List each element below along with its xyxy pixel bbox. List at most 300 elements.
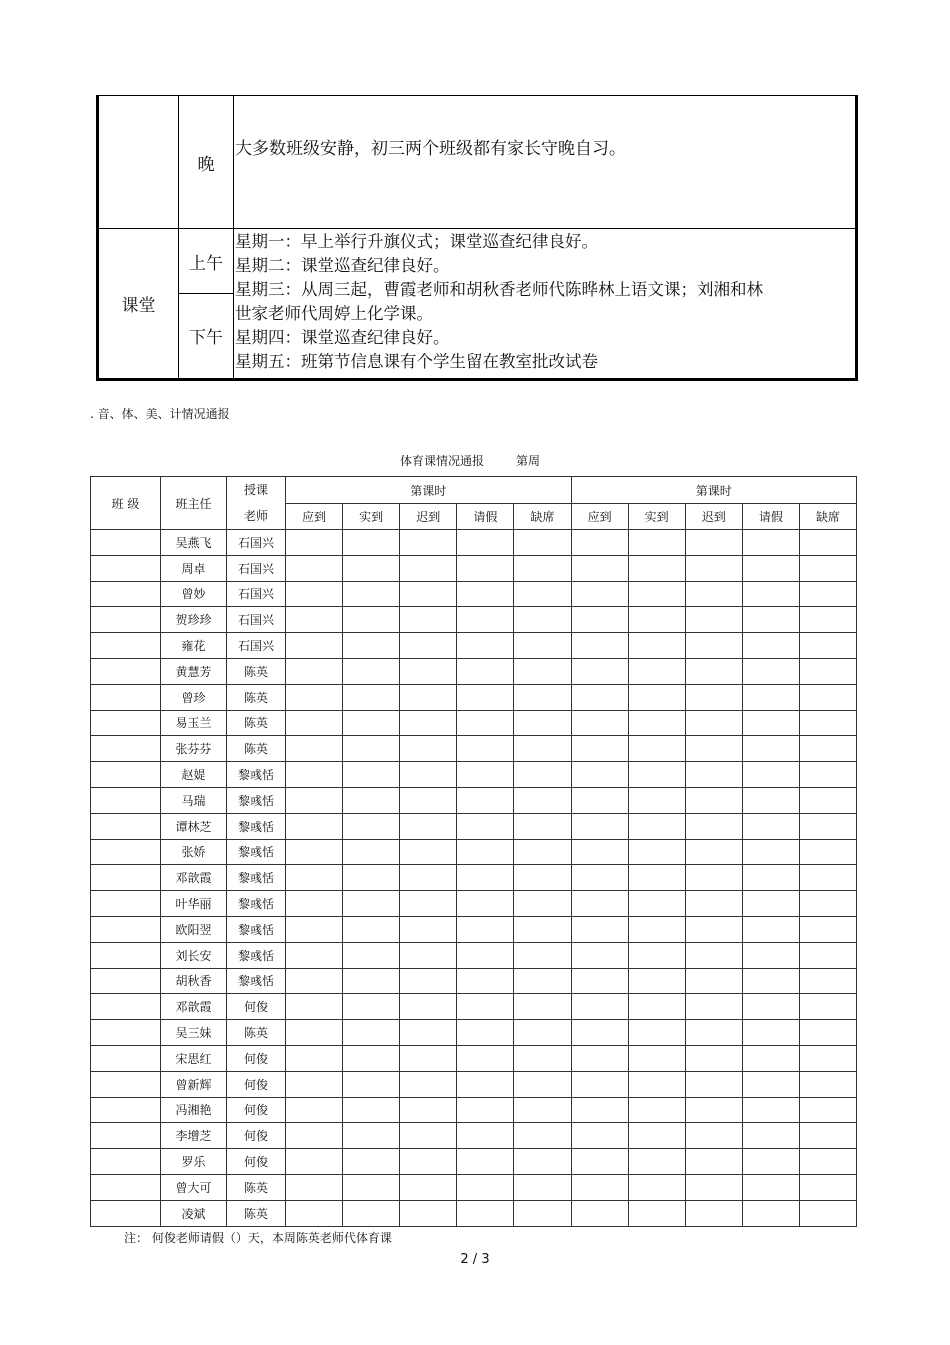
class-cell[interactable] bbox=[91, 916, 161, 942]
attendance-cell[interactable] bbox=[343, 1149, 400, 1175]
attendance-cell[interactable] bbox=[343, 555, 400, 581]
attendance-cell[interactable] bbox=[799, 1123, 856, 1149]
attendance-cell[interactable] bbox=[514, 994, 571, 1020]
attendance-cell[interactable] bbox=[742, 813, 799, 839]
class-cell[interactable] bbox=[91, 1071, 161, 1097]
attendance-cell[interactable] bbox=[343, 1123, 400, 1149]
attendance-cell[interactable] bbox=[514, 684, 571, 710]
attendance-cell[interactable] bbox=[799, 581, 856, 607]
attendance-cell[interactable] bbox=[286, 942, 343, 968]
class-cell[interactable] bbox=[91, 891, 161, 917]
attendance-cell[interactable] bbox=[457, 684, 514, 710]
attendance-cell[interactable] bbox=[457, 813, 514, 839]
attendance-cell[interactable] bbox=[799, 1020, 856, 1046]
attendance-cell[interactable] bbox=[343, 607, 400, 633]
attendance-cell[interactable] bbox=[514, 607, 571, 633]
attendance-cell[interactable] bbox=[457, 839, 514, 865]
attendance-cell[interactable] bbox=[343, 891, 400, 917]
attendance-cell[interactable] bbox=[286, 1097, 343, 1123]
attendance-cell[interactable] bbox=[571, 865, 628, 891]
attendance-cell[interactable] bbox=[571, 1097, 628, 1123]
attendance-cell[interactable] bbox=[628, 530, 685, 556]
class-cell[interactable] bbox=[91, 607, 161, 633]
attendance-cell[interactable] bbox=[742, 555, 799, 581]
attendance-cell[interactable] bbox=[685, 865, 742, 891]
attendance-cell[interactable] bbox=[799, 658, 856, 684]
attendance-cell[interactable] bbox=[685, 555, 742, 581]
attendance-cell[interactable] bbox=[628, 1123, 685, 1149]
attendance-cell[interactable] bbox=[742, 1200, 799, 1226]
attendance-cell[interactable] bbox=[799, 736, 856, 762]
attendance-cell[interactable] bbox=[628, 968, 685, 994]
attendance-cell[interactable] bbox=[343, 684, 400, 710]
attendance-cell[interactable] bbox=[514, 1020, 571, 1046]
attendance-cell[interactable] bbox=[628, 942, 685, 968]
attendance-cell[interactable] bbox=[571, 891, 628, 917]
attendance-cell[interactable] bbox=[514, 710, 571, 736]
attendance-cell[interactable] bbox=[514, 968, 571, 994]
attendance-cell[interactable] bbox=[799, 1200, 856, 1226]
attendance-cell[interactable] bbox=[571, 942, 628, 968]
class-cell[interactable] bbox=[91, 994, 161, 1020]
attendance-cell[interactable] bbox=[799, 633, 856, 659]
class-cell[interactable] bbox=[91, 1045, 161, 1071]
class-cell[interactable] bbox=[91, 736, 161, 762]
class-cell[interactable] bbox=[91, 1174, 161, 1200]
attendance-cell[interactable] bbox=[685, 916, 742, 942]
attendance-cell[interactable] bbox=[571, 1149, 628, 1175]
attendance-cell[interactable] bbox=[685, 1149, 742, 1175]
attendance-cell[interactable] bbox=[742, 658, 799, 684]
attendance-cell[interactable] bbox=[742, 581, 799, 607]
attendance-cell[interactable] bbox=[457, 581, 514, 607]
attendance-cell[interactable] bbox=[571, 1200, 628, 1226]
attendance-cell[interactable] bbox=[400, 968, 457, 994]
attendance-cell[interactable] bbox=[571, 633, 628, 659]
class-cell[interactable] bbox=[91, 968, 161, 994]
attendance-cell[interactable] bbox=[628, 684, 685, 710]
attendance-cell[interactable] bbox=[457, 865, 514, 891]
attendance-cell[interactable] bbox=[799, 891, 856, 917]
attendance-cell[interactable] bbox=[400, 1200, 457, 1226]
attendance-cell[interactable] bbox=[457, 1174, 514, 1200]
attendance-cell[interactable] bbox=[286, 530, 343, 556]
attendance-cell[interactable] bbox=[742, 607, 799, 633]
attendance-cell[interactable] bbox=[685, 530, 742, 556]
attendance-cell[interactable] bbox=[343, 994, 400, 1020]
attendance-cell[interactable] bbox=[286, 1123, 343, 1149]
attendance-cell[interactable] bbox=[400, 581, 457, 607]
attendance-cell[interactable] bbox=[400, 839, 457, 865]
attendance-cell[interactable] bbox=[571, 787, 628, 813]
attendance-cell[interactable] bbox=[571, 736, 628, 762]
attendance-cell[interactable] bbox=[685, 736, 742, 762]
attendance-cell[interactable] bbox=[400, 736, 457, 762]
attendance-cell[interactable] bbox=[343, 762, 400, 788]
attendance-cell[interactable] bbox=[571, 839, 628, 865]
class-cell[interactable] bbox=[91, 1020, 161, 1046]
attendance-cell[interactable] bbox=[343, 968, 400, 994]
attendance-cell[interactable] bbox=[400, 1174, 457, 1200]
attendance-cell[interactable] bbox=[457, 787, 514, 813]
attendance-cell[interactable] bbox=[799, 813, 856, 839]
attendance-cell[interactable] bbox=[286, 1045, 343, 1071]
attendance-cell[interactable] bbox=[286, 787, 343, 813]
attendance-cell[interactable] bbox=[286, 762, 343, 788]
attendance-cell[interactable] bbox=[514, 736, 571, 762]
attendance-cell[interactable] bbox=[400, 633, 457, 659]
attendance-cell[interactable] bbox=[286, 1200, 343, 1226]
attendance-cell[interactable] bbox=[571, 916, 628, 942]
attendance-cell[interactable] bbox=[799, 530, 856, 556]
attendance-cell[interactable] bbox=[628, 710, 685, 736]
attendance-cell[interactable] bbox=[685, 1045, 742, 1071]
attendance-cell[interactable] bbox=[400, 555, 457, 581]
attendance-cell[interactable] bbox=[343, 581, 400, 607]
attendance-cell[interactable] bbox=[457, 994, 514, 1020]
attendance-cell[interactable] bbox=[514, 1071, 571, 1097]
attendance-cell[interactable] bbox=[286, 839, 343, 865]
attendance-cell[interactable] bbox=[799, 916, 856, 942]
attendance-cell[interactable] bbox=[343, 1071, 400, 1097]
class-cell[interactable] bbox=[91, 813, 161, 839]
class-cell[interactable] bbox=[91, 633, 161, 659]
attendance-cell[interactable] bbox=[742, 891, 799, 917]
attendance-cell[interactable] bbox=[457, 1123, 514, 1149]
attendance-cell[interactable] bbox=[400, 762, 457, 788]
attendance-cell[interactable] bbox=[514, 762, 571, 788]
attendance-cell[interactable] bbox=[286, 1149, 343, 1175]
attendance-cell[interactable] bbox=[343, 839, 400, 865]
attendance-cell[interactable] bbox=[514, 1045, 571, 1071]
attendance-cell[interactable] bbox=[685, 813, 742, 839]
attendance-cell[interactable] bbox=[799, 942, 856, 968]
attendance-cell[interactable] bbox=[685, 787, 742, 813]
attendance-cell[interactable] bbox=[457, 1020, 514, 1046]
attendance-cell[interactable] bbox=[685, 710, 742, 736]
attendance-cell[interactable] bbox=[457, 633, 514, 659]
attendance-cell[interactable] bbox=[571, 530, 628, 556]
attendance-cell[interactable] bbox=[286, 813, 343, 839]
attendance-cell[interactable] bbox=[742, 1123, 799, 1149]
attendance-cell[interactable] bbox=[685, 658, 742, 684]
attendance-cell[interactable] bbox=[286, 968, 343, 994]
attendance-cell[interactable] bbox=[571, 1123, 628, 1149]
attendance-cell[interactable] bbox=[628, 1020, 685, 1046]
class-cell[interactable] bbox=[91, 710, 161, 736]
attendance-cell[interactable] bbox=[799, 839, 856, 865]
attendance-cell[interactable] bbox=[400, 684, 457, 710]
attendance-cell[interactable] bbox=[457, 1045, 514, 1071]
attendance-cell[interactable] bbox=[799, 1045, 856, 1071]
attendance-cell[interactable] bbox=[514, 1097, 571, 1123]
attendance-cell[interactable] bbox=[628, 1097, 685, 1123]
attendance-cell[interactable] bbox=[457, 1071, 514, 1097]
attendance-cell[interactable] bbox=[457, 736, 514, 762]
attendance-cell[interactable] bbox=[685, 1123, 742, 1149]
attendance-cell[interactable] bbox=[400, 942, 457, 968]
attendance-cell[interactable] bbox=[799, 762, 856, 788]
attendance-cell[interactable] bbox=[742, 787, 799, 813]
attendance-cell[interactable] bbox=[628, 994, 685, 1020]
attendance-cell[interactable] bbox=[571, 581, 628, 607]
attendance-cell[interactable] bbox=[400, 994, 457, 1020]
attendance-cell[interactable] bbox=[799, 865, 856, 891]
attendance-cell[interactable] bbox=[799, 1149, 856, 1175]
attendance-cell[interactable] bbox=[742, 530, 799, 556]
attendance-cell[interactable] bbox=[685, 581, 742, 607]
attendance-cell[interactable] bbox=[514, 658, 571, 684]
attendance-cell[interactable] bbox=[628, 891, 685, 917]
attendance-cell[interactable] bbox=[685, 762, 742, 788]
class-cell[interactable] bbox=[91, 865, 161, 891]
class-cell[interactable] bbox=[91, 787, 161, 813]
attendance-cell[interactable] bbox=[571, 813, 628, 839]
attendance-cell[interactable] bbox=[742, 1149, 799, 1175]
attendance-cell[interactable] bbox=[628, 916, 685, 942]
attendance-cell[interactable] bbox=[571, 762, 628, 788]
attendance-cell[interactable] bbox=[514, 530, 571, 556]
attendance-cell[interactable] bbox=[685, 684, 742, 710]
attendance-cell[interactable] bbox=[571, 994, 628, 1020]
attendance-cell[interactable] bbox=[286, 1071, 343, 1097]
attendance-cell[interactable] bbox=[685, 633, 742, 659]
attendance-cell[interactable] bbox=[799, 1071, 856, 1097]
attendance-cell[interactable] bbox=[628, 865, 685, 891]
attendance-cell[interactable] bbox=[400, 891, 457, 917]
attendance-cell[interactable] bbox=[742, 994, 799, 1020]
attendance-cell[interactable] bbox=[343, 530, 400, 556]
attendance-cell[interactable] bbox=[742, 865, 799, 891]
attendance-cell[interactable] bbox=[799, 684, 856, 710]
attendance-cell[interactable] bbox=[400, 813, 457, 839]
attendance-cell[interactable] bbox=[286, 658, 343, 684]
attendance-cell[interactable] bbox=[685, 1200, 742, 1226]
attendance-cell[interactable] bbox=[799, 787, 856, 813]
attendance-cell[interactable] bbox=[514, 813, 571, 839]
attendance-cell[interactable] bbox=[628, 1071, 685, 1097]
attendance-cell[interactable] bbox=[457, 607, 514, 633]
attendance-cell[interactable] bbox=[286, 916, 343, 942]
attendance-cell[interactable] bbox=[343, 736, 400, 762]
attendance-cell[interactable] bbox=[514, 1123, 571, 1149]
attendance-cell[interactable] bbox=[343, 942, 400, 968]
attendance-cell[interactable] bbox=[685, 1097, 742, 1123]
attendance-cell[interactable] bbox=[742, 942, 799, 968]
attendance-cell[interactable] bbox=[628, 787, 685, 813]
attendance-cell[interactable] bbox=[286, 684, 343, 710]
attendance-cell[interactable] bbox=[685, 607, 742, 633]
attendance-cell[interactable] bbox=[400, 1097, 457, 1123]
attendance-cell[interactable] bbox=[514, 839, 571, 865]
class-cell[interactable] bbox=[91, 530, 161, 556]
attendance-cell[interactable] bbox=[400, 658, 457, 684]
attendance-cell[interactable] bbox=[457, 658, 514, 684]
attendance-cell[interactable] bbox=[571, 555, 628, 581]
attendance-cell[interactable] bbox=[457, 968, 514, 994]
attendance-cell[interactable] bbox=[685, 891, 742, 917]
attendance-cell[interactable] bbox=[742, 1045, 799, 1071]
teacher-cell: 陈英 bbox=[227, 684, 286, 710]
attendance-cell[interactable] bbox=[742, 736, 799, 762]
attendance-cell[interactable] bbox=[742, 839, 799, 865]
attendance-cell[interactable] bbox=[343, 916, 400, 942]
attendance-cell[interactable] bbox=[400, 1020, 457, 1046]
attendance-cell[interactable] bbox=[343, 710, 400, 736]
class-cell[interactable] bbox=[91, 762, 161, 788]
attendance-cell[interactable] bbox=[457, 1097, 514, 1123]
class-cell[interactable] bbox=[91, 942, 161, 968]
class-cell[interactable] bbox=[91, 1149, 161, 1175]
attendance-cell[interactable] bbox=[571, 710, 628, 736]
attendance-cell[interactable] bbox=[742, 710, 799, 736]
attendance-cell[interactable] bbox=[286, 865, 343, 891]
attendance-cell[interactable] bbox=[685, 1071, 742, 1097]
attendance-cell[interactable] bbox=[400, 1045, 457, 1071]
attendance-cell[interactable] bbox=[742, 1071, 799, 1097]
attendance-cell[interactable] bbox=[571, 1045, 628, 1071]
attendance-cell[interactable] bbox=[685, 968, 742, 994]
attendance-cell[interactable] bbox=[685, 1020, 742, 1046]
attendance-cell[interactable] bbox=[457, 891, 514, 917]
class-cell[interactable] bbox=[91, 1097, 161, 1123]
table-row bbox=[91, 1123, 857, 1149]
attendance-cell[interactable] bbox=[742, 684, 799, 710]
attendance-cell[interactable] bbox=[343, 658, 400, 684]
attendance-cell[interactable] bbox=[628, 555, 685, 581]
attendance-cell[interactable] bbox=[799, 994, 856, 1020]
table-row bbox=[91, 839, 857, 865]
attendance-cell[interactable] bbox=[457, 710, 514, 736]
attendance-cell[interactable] bbox=[685, 839, 742, 865]
attendance-cell[interactable] bbox=[514, 633, 571, 659]
attendance-cell[interactable] bbox=[286, 736, 343, 762]
attendance-cell[interactable] bbox=[400, 916, 457, 942]
attendance-cell[interactable] bbox=[343, 1097, 400, 1123]
attendance-cell[interactable] bbox=[286, 607, 343, 633]
attendance-cell[interactable] bbox=[457, 530, 514, 556]
attendance-cell[interactable] bbox=[400, 710, 457, 736]
attendance-cell[interactable] bbox=[400, 787, 457, 813]
attendance-cell[interactable] bbox=[400, 530, 457, 556]
attendance-cell[interactable] bbox=[343, 633, 400, 659]
attendance-cell[interactable] bbox=[514, 1149, 571, 1175]
attendance-cell[interactable] bbox=[343, 1020, 400, 1046]
attendance-cell[interactable] bbox=[286, 1174, 343, 1200]
attendance-cell[interactable] bbox=[286, 555, 343, 581]
attendance-cell[interactable] bbox=[571, 968, 628, 994]
attendance-cell[interactable] bbox=[400, 865, 457, 891]
attendance-cell[interactable] bbox=[799, 710, 856, 736]
attendance-cell[interactable] bbox=[514, 787, 571, 813]
attendance-cell[interactable] bbox=[742, 762, 799, 788]
attendance-cell[interactable] bbox=[799, 1097, 856, 1123]
attendance-cell[interactable] bbox=[343, 813, 400, 839]
attendance-cell[interactable] bbox=[628, 839, 685, 865]
attendance-cell[interactable] bbox=[742, 968, 799, 994]
attendance-cell[interactable] bbox=[514, 1174, 571, 1200]
class-cell[interactable] bbox=[91, 1123, 161, 1149]
attendance-cell[interactable] bbox=[400, 607, 457, 633]
attendance-cell[interactable] bbox=[514, 891, 571, 917]
attendance-cell[interactable] bbox=[514, 916, 571, 942]
attendance-cell[interactable] bbox=[571, 1071, 628, 1097]
attendance-cell[interactable] bbox=[628, 813, 685, 839]
attendance-cell[interactable] bbox=[628, 658, 685, 684]
attendance-cell[interactable] bbox=[343, 1200, 400, 1226]
attendance-cell[interactable] bbox=[286, 581, 343, 607]
attendance-cell[interactable] bbox=[286, 710, 343, 736]
attendance-cell[interactable] bbox=[514, 942, 571, 968]
attendance-cell[interactable] bbox=[343, 1045, 400, 1071]
attendance-cell[interactable] bbox=[685, 942, 742, 968]
attendance-cell[interactable] bbox=[571, 1020, 628, 1046]
attendance-cell[interactable] bbox=[286, 891, 343, 917]
attendance-cell[interactable] bbox=[628, 633, 685, 659]
attendance-cell[interactable] bbox=[457, 942, 514, 968]
class-cell[interactable] bbox=[91, 555, 161, 581]
attendance-cell[interactable] bbox=[628, 581, 685, 607]
attendance-cell[interactable] bbox=[742, 633, 799, 659]
attendance-cell[interactable] bbox=[685, 994, 742, 1020]
attendance-cell[interactable] bbox=[400, 1123, 457, 1149]
attendance-cell[interactable] bbox=[343, 787, 400, 813]
attendance-cell[interactable] bbox=[571, 684, 628, 710]
attendance-cell[interactable] bbox=[286, 1020, 343, 1046]
attendance-cell[interactable] bbox=[685, 1174, 742, 1200]
class-cell[interactable] bbox=[91, 684, 161, 710]
attendance-cell[interactable] bbox=[457, 1200, 514, 1226]
attendance-cell[interactable] bbox=[571, 1174, 628, 1200]
attendance-cell[interactable] bbox=[457, 916, 514, 942]
attendance-cell[interactable] bbox=[799, 1174, 856, 1200]
class-cell[interactable] bbox=[91, 581, 161, 607]
attendance-cell[interactable] bbox=[628, 736, 685, 762]
attendance-cell[interactable] bbox=[514, 581, 571, 607]
attendance-cell[interactable] bbox=[514, 865, 571, 891]
attendance-cell[interactable] bbox=[400, 1149, 457, 1175]
attendance-cell[interactable] bbox=[457, 1149, 514, 1175]
attendance-cell[interactable] bbox=[457, 555, 514, 581]
attendance-cell[interactable] bbox=[457, 762, 514, 788]
class-cell[interactable] bbox=[91, 839, 161, 865]
attendance-cell[interactable] bbox=[343, 865, 400, 891]
attendance-cell[interactable] bbox=[742, 1020, 799, 1046]
attendance-cell[interactable] bbox=[628, 1045, 685, 1071]
attendance-cell[interactable] bbox=[628, 607, 685, 633]
attendance-cell[interactable] bbox=[799, 607, 856, 633]
attendance-cell[interactable] bbox=[514, 555, 571, 581]
attendance-cell[interactable] bbox=[742, 1097, 799, 1123]
attendance-cell[interactable] bbox=[742, 916, 799, 942]
class-cell[interactable] bbox=[91, 658, 161, 684]
attendance-cell[interactable] bbox=[628, 762, 685, 788]
attendance-cell[interactable] bbox=[799, 555, 856, 581]
attendance-cell[interactable] bbox=[799, 968, 856, 994]
attendance-cell[interactable] bbox=[628, 1174, 685, 1200]
attendance-cell[interactable] bbox=[571, 607, 628, 633]
attendance-cell[interactable] bbox=[286, 994, 343, 1020]
attendance-cell[interactable] bbox=[400, 1071, 457, 1097]
attendance-cell[interactable] bbox=[571, 658, 628, 684]
class-cell[interactable] bbox=[91, 1200, 161, 1226]
attendance-cell[interactable] bbox=[742, 1174, 799, 1200]
attendance-cell[interactable] bbox=[286, 633, 343, 659]
attendance-cell[interactable] bbox=[628, 1149, 685, 1175]
attendance-cell[interactable] bbox=[628, 1200, 685, 1226]
attendance-cell[interactable] bbox=[514, 1200, 571, 1226]
attendance-cell[interactable] bbox=[343, 1174, 400, 1200]
